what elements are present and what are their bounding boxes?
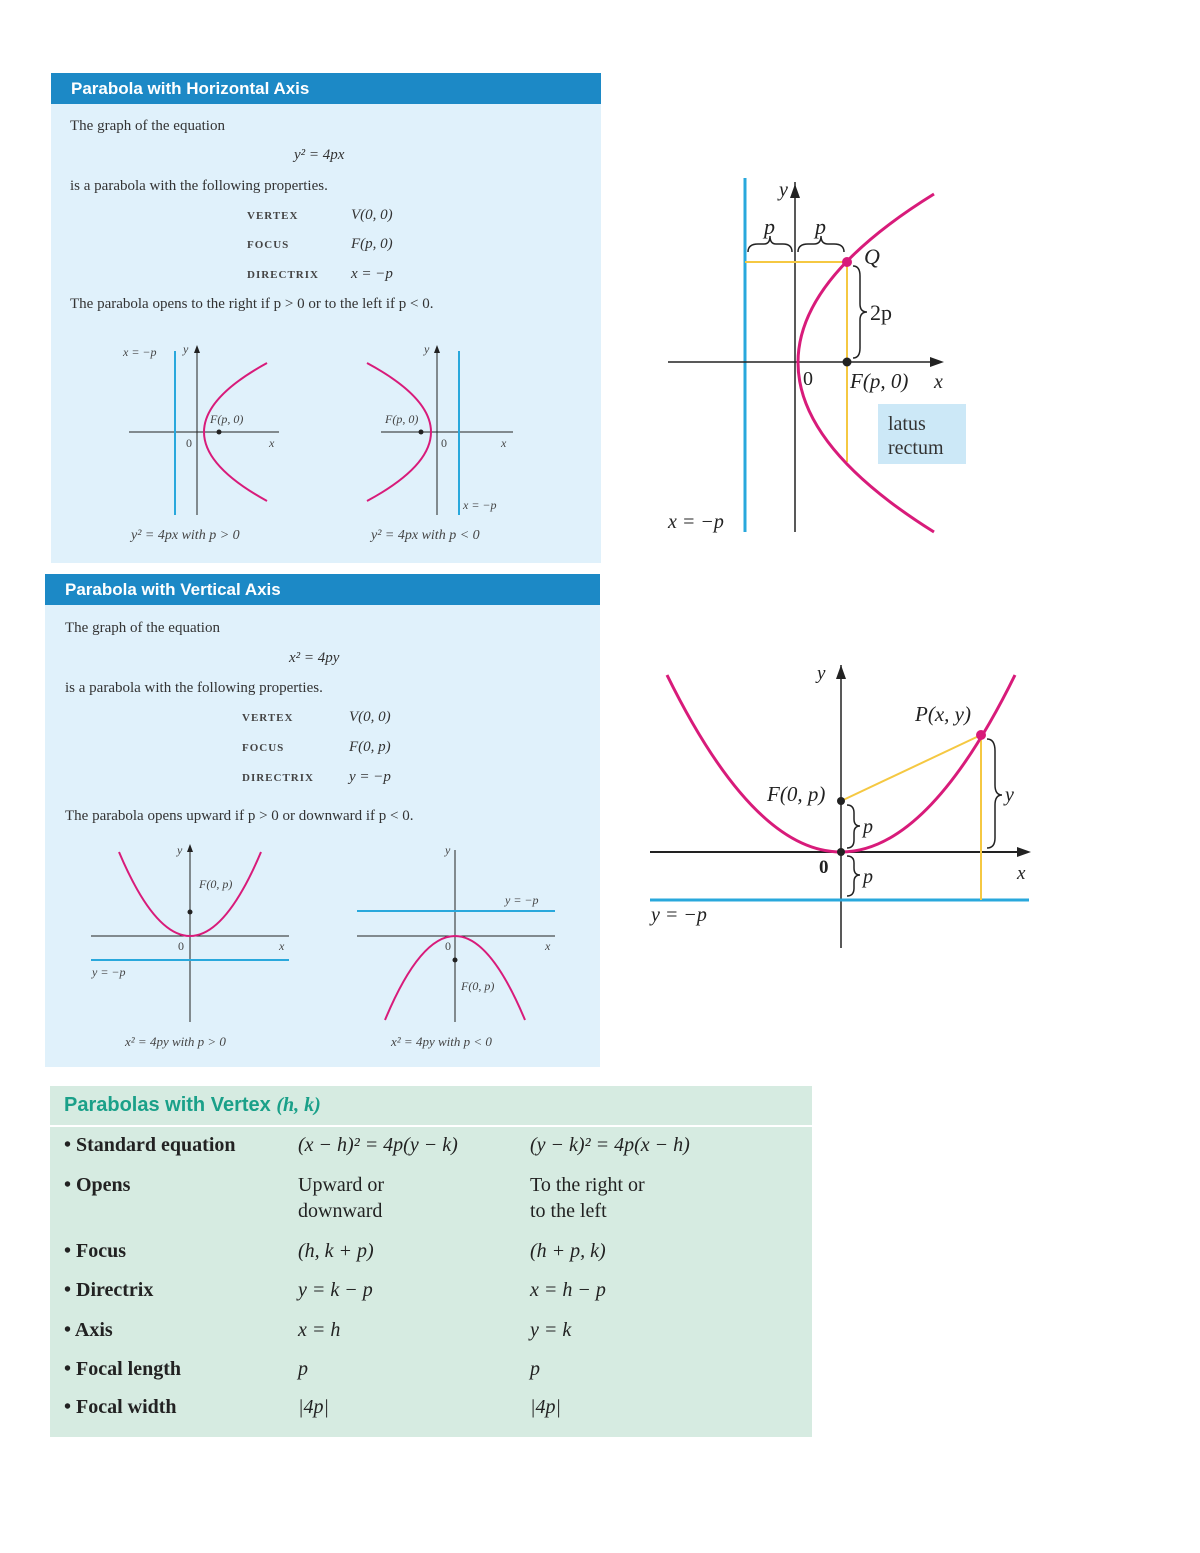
horizontal-panel-header: Parabola with Horizontal Axis (51, 73, 601, 104)
row-standard-equation-label: • Standard equation (64, 1134, 236, 1156)
left-x-label: x (269, 436, 275, 450)
vfig-x-label: x (1017, 863, 1026, 884)
horizontal-equation: y² = 4px (294, 147, 345, 163)
vfig-point-label: P(x, y) (915, 702, 971, 726)
latus-y-arrow-icon (790, 184, 800, 198)
vright-focus-point (453, 958, 458, 963)
vertex-table-divider (50, 1125, 812, 1127)
row-opens-col2: To the right or (530, 1174, 645, 1196)
vertical-panel-header: Parabola with Vertical Axis (45, 574, 600, 605)
vright-y-label: y (445, 843, 451, 857)
left-directrix-label: x = −p (123, 345, 157, 359)
row-focal-length-label: • Focal length (64, 1358, 181, 1380)
row-opens-label: • Opens (64, 1174, 131, 1196)
vfig-focus-point (837, 797, 845, 805)
vfig-origin-label: 0 (819, 857, 829, 878)
horizontal-axis-panel (51, 73, 601, 563)
row-standard-equation-col1: (x − h)² = 4p(y − k) (298, 1134, 458, 1156)
horizontal-directrix-label: DIRECTRIX (247, 269, 319, 281)
row-focus-col2: (h + p, k) (530, 1240, 606, 1262)
right-x-label: x (501, 436, 507, 450)
vfig-y-label: y (817, 663, 826, 684)
latus-x-label: x (934, 371, 943, 393)
row-axis-col2: y = k (530, 1319, 572, 1341)
right-directrix-label: x = −p (463, 498, 497, 512)
row-focal-length-col1: p (298, 1358, 308, 1380)
vleft-caption: x² = 4py with p > 0 (125, 1034, 226, 1049)
latus-q-label: Q (864, 244, 880, 269)
latus-focus-point (843, 358, 852, 367)
latus-directrix-label: x = −p (668, 511, 724, 533)
row-directrix-label: • Directrix (64, 1279, 154, 1301)
right-y-arrow-icon (434, 345, 440, 353)
vleft-origin-label: 0 (178, 939, 184, 953)
right-origin-label: 0 (441, 436, 447, 450)
row-opens-col1: Upward or (298, 1174, 385, 1196)
latus-point-q (842, 257, 852, 267)
vertical-focus-value: F(0, p) (349, 739, 391, 755)
vertical-props-intro: is a parabola with the following properties. (65, 680, 323, 696)
vright-focus-label: F(0, p) (461, 979, 495, 993)
vertical-intro: The graph of the equation (65, 620, 220, 636)
vfig-y-dist: y (1005, 784, 1014, 806)
vertical-vertex-label: VERTEX (242, 712, 294, 724)
vertical-parabola-figure (645, 655, 1040, 950)
left-focus-point (217, 430, 222, 435)
vertex-table (50, 1086, 812, 1437)
right-focus-label: F(p, 0) (385, 412, 419, 426)
vright-directrix-label: y = −p (505, 893, 539, 907)
vertex-table-title-vertex: (h, k) (276, 1094, 321, 1116)
vfig-brace-upper (847, 805, 860, 848)
vertical-axis-panel (45, 574, 600, 1067)
latus-y-label: y (779, 179, 788, 201)
vertex-table-title-text: Parabolas with Vertex (64, 1094, 271, 1116)
latus-origin-label: 0 (803, 368, 813, 390)
vfig-focus-label: F(0, p) (767, 782, 826, 806)
vertical-focus-label: FOCUS (242, 742, 285, 754)
horizontal-focus-value: F(p, 0) (351, 236, 393, 252)
right-y-label: y (424, 342, 430, 356)
horizontal-vertex-label: VERTEX (247, 210, 299, 222)
row-focal-width-label: • Focal width (64, 1396, 177, 1418)
vfig-point-p (976, 730, 986, 740)
vleft-focus-label: F(0, p) (199, 877, 233, 891)
horizontal-small-graphs (51, 333, 601, 563)
row-focal-width-col1: |4p| (298, 1396, 329, 1418)
row-axis-col1: x = h (298, 1319, 341, 1341)
right-caption: y² = 4px with p < 0 (371, 528, 480, 543)
vright-caption: x² = 4py with p < 0 (391, 1034, 492, 1049)
vfig-directrix-label: y = −p (651, 904, 707, 926)
vertical-opens-text: The parabola opens upward if p > 0 or downward if p < 0. (65, 808, 414, 824)
vfig-p-upper: p (863, 816, 873, 838)
row-focus-label: • Focus (64, 1240, 127, 1262)
vfig-x-arrow-icon (1017, 847, 1031, 857)
vfig-brace-y (987, 739, 1002, 848)
horizontal-focus-label: FOCUS (247, 239, 290, 251)
row-focus-col1: (h, k + p) (298, 1240, 374, 1262)
horizontal-props-intro: is a parabola with the following properties. (70, 178, 328, 194)
right-focus-point (419, 430, 424, 435)
latus-label-line1: latus (888, 413, 926, 435)
horizontal-opens-text: The parabola opens to the right if p > 0 or to the left if p < 0. (70, 296, 434, 312)
vfig-origin-point (837, 848, 845, 856)
latus-p-right: p (815, 214, 826, 239)
vertical-equation: x² = 4py (289, 650, 340, 666)
horizontal-directrix-value: x = −p (351, 266, 393, 282)
row-directrix-col1: y = k − p (298, 1279, 373, 1301)
vertical-directrix-label: DIRECTRIX (242, 772, 314, 784)
vfig-y-arrow-icon (836, 665, 846, 679)
vleft-x-label: x (279, 939, 285, 953)
latus-2p-label: 2p (870, 300, 892, 325)
row-directrix-col2: x = h − p (530, 1279, 606, 1301)
row-standard-equation-col2: (y − k)² = 4p(x − h) (530, 1134, 690, 1156)
vertical-small-graphs (45, 836, 600, 1067)
latus-brace-2p (853, 266, 867, 358)
left-focus-label: F(p, 0) (210, 412, 244, 426)
row-focal-length-col2: p (530, 1358, 540, 1380)
left-caption: y² = 4px with p > 0 (131, 528, 240, 543)
latus-focus-label: F(p, 0) (850, 369, 909, 393)
vleft-directrix-label: y = −p (92, 965, 126, 979)
latus-label-line2: rectum (888, 437, 944, 459)
vleft-y-label: y (177, 843, 183, 857)
row-focal-width-col2: |4p| (530, 1396, 561, 1418)
row-opens-col2b: to the left (530, 1200, 607, 1222)
latus-p-left: p (764, 214, 775, 239)
left-origin-label: 0 (186, 436, 192, 450)
row-axis-label: • Axis (64, 1319, 113, 1341)
horizontal-vertex-value: V(0, 0) (351, 207, 393, 223)
vertical-directrix-value: y = −p (349, 769, 391, 785)
horizontal-intro: The graph of the equation (70, 118, 225, 134)
row-opens-col1b: downward (298, 1200, 383, 1222)
left-y-label: y (183, 342, 189, 356)
vfig-p-lower: p (863, 866, 873, 888)
vright-origin-label: 0 (445, 939, 451, 953)
left-y-arrow-icon (194, 345, 200, 353)
latus-rectum-figure (640, 170, 990, 540)
vright-x-label: x (545, 939, 551, 953)
vleft-y-arrow-icon (187, 844, 193, 852)
vertical-vertex-value: V(0, 0) (349, 709, 391, 725)
vfig-brace-lower (847, 856, 860, 896)
latus-x-arrow-icon (930, 357, 944, 367)
vleft-focus-point (188, 910, 193, 915)
vertex-table-title (64, 1094, 321, 1117)
